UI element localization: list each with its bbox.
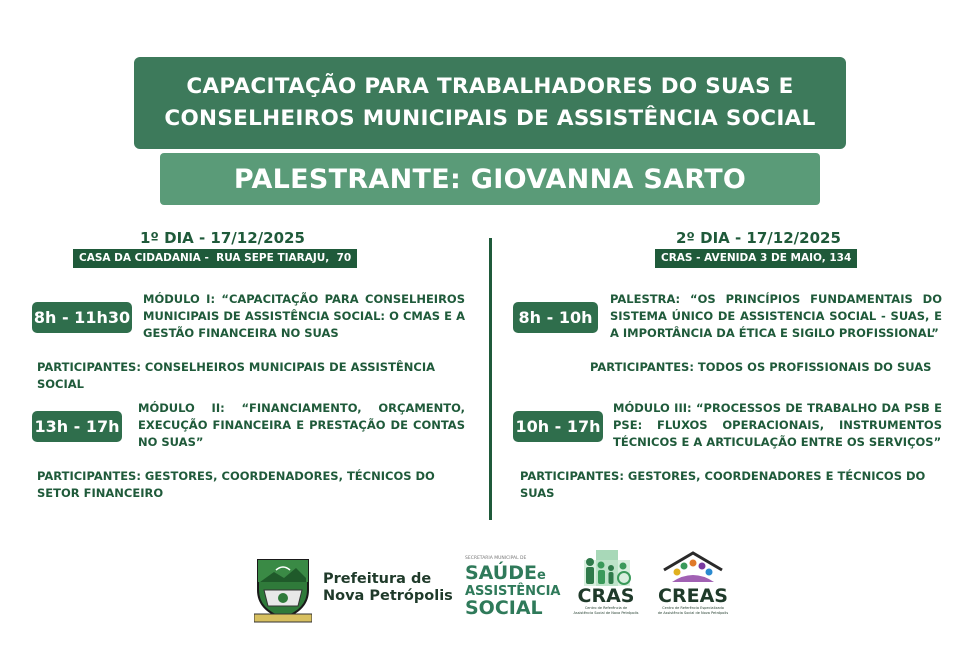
- prefeitura-name: [323, 571, 453, 605]
- day1-title: 1º DIA - 17/12/2025: [140, 229, 305, 247]
- day1-session1-description: MÓDULO I: “CAPACITAÇÃO PARA CONSELHEIROS MUNICIPAIS DE ASSISTÊNCIA SOCIAL: O CMAS E A GESTÃO FINANCEIRA NO SUAS: [143, 292, 465, 340]
- cras-logo: [573, 586, 639, 615]
- day2-title: 2º DIA - 17/12/2025: [676, 229, 841, 247]
- day2-venue: CRAS - AVENIDA 3 DE MAIO, 134: [655, 249, 857, 268]
- column-divider: [489, 238, 492, 520]
- day2-session1-time: 8h - 10h: [513, 302, 598, 333]
- day2-session1-participants: PARTICIPANTES: TODOS OS PROFISSIONAIS DO SUAS: [590, 360, 932, 374]
- coat-of-arms-icon: [254, 556, 312, 624]
- cras-sub1: Centro de Referência de: [584, 606, 628, 610]
- saude-e: e: [536, 568, 546, 583]
- prefeitura-line1: Prefeitura de: [323, 571, 432, 587]
- day1-session2-description: MÓDULO II: “FINANCIAMENTO, ORÇAMENTO, EXECUÇÃO FINANCEIRA E PRESTAÇÃO DE CONTAS NO SUAS”: [138, 401, 465, 449]
- saude-line2: ASSISTÊNCIA: [465, 584, 561, 599]
- creas-title: CREAS: [658, 585, 728, 607]
- saude-line3: SOCIAL: [465, 597, 543, 619]
- cras-sub2: Assistência Social de Nova Petrópolis: [573, 610, 639, 615]
- day2-session1-description: PALESTRA: “OS PRINCÍPIOS FUNDAMENTAIS DO SISTEMA ÚNICO DE ASSISTENCIA SOCIAL - SUAS, E A IMPORTÂNCIA DA ÉTICA E SIGILO PROFISSIONAL”: [610, 292, 942, 340]
- cras-family-icon: [578, 550, 634, 586]
- creas-sub2: de Assistência Social de Nova Petrópolis: [657, 610, 729, 615]
- saude-top: SECRETARIA MUNICIPAL DE: [465, 556, 527, 561]
- prefeitura-line2: Nova Petrópolis: [323, 588, 453, 604]
- event-title-banner: [134, 57, 846, 149]
- day1-session2-time: 13h - 17h: [32, 411, 122, 442]
- day1-session1-participants: PARTICIPANTES: CONSELHEIROS MUNICIPAIS DE ASSISTÊNCIA SOCIAL: [37, 360, 436, 391]
- day1-session2-participants: PARTICIPANTES: GESTORES, COORDENADORES, TÉCNICOS DO SETOR FINANCEIRO: [37, 469, 435, 500]
- day2-session2-participants: PARTICIPANTES: GESTORES, COORDENADORES E TÉCNICOS DO SUAS: [520, 469, 926, 500]
- day2-session2-time: 10h - 17h: [513, 411, 603, 442]
- creas-house-icon: [660, 550, 726, 584]
- saude-line1: SAÚDE: [465, 562, 537, 584]
- day1-session1-time: 8h - 11h30: [32, 302, 132, 333]
- day2-session2-description: MÓDULO III: “PROCESSOS DE TRABALHO DA PSB E PSE: FLUXOS OPERACIONAIS, INSTRUMENTOS TÉCNICOS E A ARTICULAÇÃO ENTRE OS SERVIÇOS”: [613, 401, 942, 449]
- event-title-line1: CAPACITAÇÃO PARA TRABALHADORES DO SUAS E: [186, 74, 794, 99]
- event-title-line2: CONSELHEIROS MUNICIPAIS DE ASSISTÊNCIA SOCIAL: [164, 106, 816, 131]
- cras-title: CRAS: [577, 585, 635, 607]
- speaker-banner: PALESTRANTE: GIOVANNA SARTO: [160, 153, 820, 205]
- saude-assistencia-logo: [465, 556, 561, 619]
- day1-venue: CASA DA CIDADANIA - RUA SEPE TIARAJU, 70: [73, 249, 357, 268]
- creas-sub1: Centro de Referência Especializado: [662, 606, 724, 610]
- creas-logo: [655, 586, 731, 615]
